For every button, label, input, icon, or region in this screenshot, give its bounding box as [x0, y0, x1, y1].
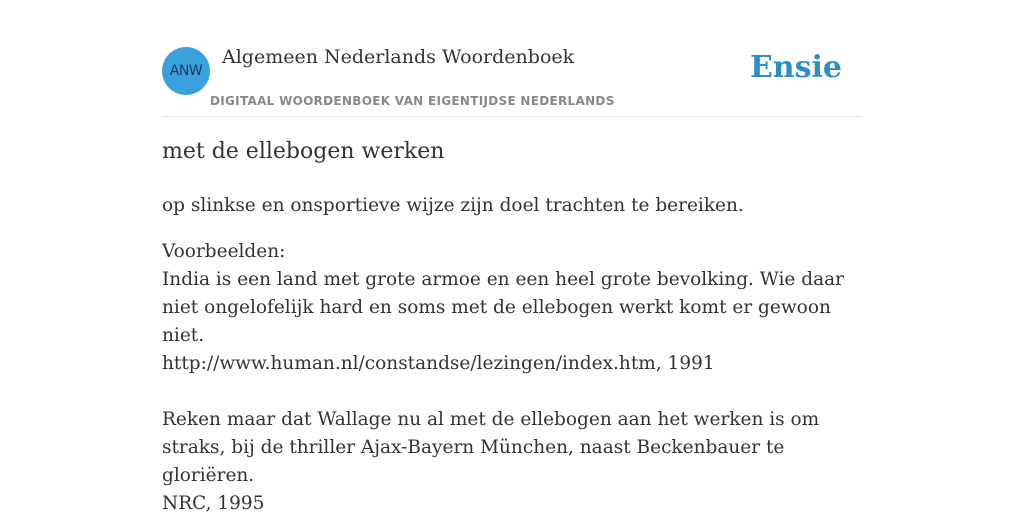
anw-logo[interactable] [162, 47, 210, 95]
site-subtitle: DIGITAAL WOORDENBOEK VAN EIGENTIJDSE NEDERLANDS [210, 94, 615, 108]
example-text: Reken maar dat Wallage nu al met de ellebogen aan het werken is om straks, bij de thriller Ajax-Bayern München, naast Beckenbauer te gloriëren. [162, 409, 820, 486]
ensie-brand-logo[interactable]: Ensie [749, 50, 842, 85]
entry-definition: op slinkse en onsportieve wijze zijn doel trachten te bereiken. [162, 195, 744, 216]
examples-label: Voorbeelden: [162, 241, 286, 262]
header [162, 40, 862, 117]
example-source: http://www.human.nl/constandse/lezingen/index.htm, 1991 [162, 353, 715, 374]
example-item [162, 266, 862, 378]
example-source: NRC, 1995 [162, 493, 265, 512]
entry-content [162, 192, 862, 512]
site-title[interactable]: Algemeen Nederlands Woordenboek [222, 46, 575, 68]
logo-text: ANW [169, 63, 203, 79]
example-item [162, 406, 862, 512]
example-text: India is een land met grote armoe en een heel grote bevolking. Wie daar niet ongelofelijk hard en soms met de ellebogen werkt komt er gewoon niet. [162, 269, 844, 346]
entry-headword: met de ellebogen werken [162, 139, 445, 164]
